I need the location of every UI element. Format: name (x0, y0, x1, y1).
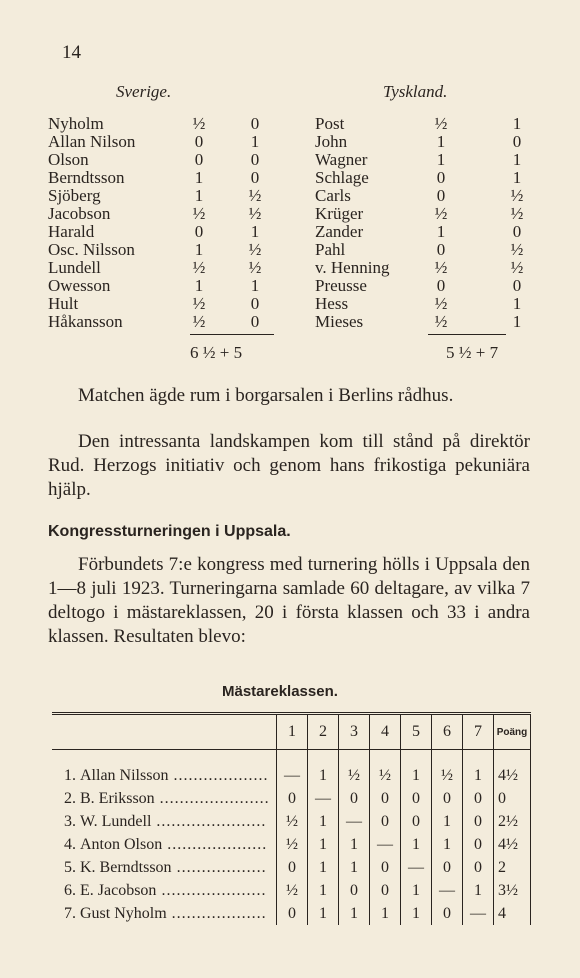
player-sweden: Harald (48, 222, 95, 241)
score-sweden-game1: 0 (194, 222, 204, 241)
score-sweden-game2: 1 (250, 132, 260, 151)
player-germany: Krüger (315, 204, 364, 223)
score-germany-game2: ½ (510, 186, 524, 205)
result-cell: 0 (432, 902, 463, 925)
score-germany-game2: 1 (512, 168, 522, 187)
player-sweden: Lundell (48, 258, 101, 277)
score-germany-game1: ½ (434, 294, 448, 313)
rank: 1. (64, 766, 76, 784)
column-header-1: 1 (277, 714, 308, 750)
score-germany-game1: ½ (434, 204, 448, 223)
column-header-2: 2 (308, 714, 339, 750)
points-cell: 2 (494, 856, 531, 879)
table-row (52, 902, 531, 925)
result-cell: 1 (339, 856, 370, 879)
player-germany: Zander (315, 222, 364, 241)
result-cell: ½ (339, 750, 370, 788)
table-title: Mästareklassen. (222, 683, 338, 700)
result-cell: — (370, 833, 401, 856)
table-row (52, 856, 531, 879)
team-heading-germany: Tyskland. (383, 82, 448, 101)
result-cell: 1 (401, 902, 432, 925)
table-row (52, 787, 531, 810)
player-name: K. Berndtsson (80, 858, 172, 876)
result-cell: 1 (432, 833, 463, 856)
score-sweden-game1: ½ (192, 294, 206, 313)
total-rule-germany (428, 334, 506, 335)
result-cell: 1 (463, 879, 494, 902)
result-cell: 0 (463, 856, 494, 879)
score-germany-game1: 1 (436, 150, 446, 169)
score-germany-game2: ½ (510, 204, 524, 223)
score-germany-game1: 0 (436, 276, 446, 295)
rank: 2. (64, 789, 76, 807)
page-number: 14 (62, 42, 81, 63)
result-cell: 0 (277, 902, 308, 925)
result-cell: 0 (401, 810, 432, 833)
player-name-cell (80, 856, 277, 879)
player-name: W. Lundell (80, 812, 152, 830)
paragraph-venue (48, 384, 530, 408)
dot-leader: ...................... (151, 812, 267, 830)
column-header-6: 6 (432, 714, 463, 750)
score-sweden-game2: 0 (250, 168, 260, 187)
player-germany: Preusse (315, 276, 367, 295)
table-body (52, 750, 531, 926)
points-cell: 3½ (494, 879, 531, 902)
score-germany-game2: 1 (512, 114, 522, 133)
player-sweden: Hult (48, 294, 79, 313)
result-cell: 0 (432, 856, 463, 879)
result-cell: 1 (463, 750, 494, 788)
score-sweden-game1: 0 (194, 132, 204, 151)
points-cell: 4 (494, 902, 531, 925)
score-germany-game1: ½ (434, 258, 448, 277)
dot-leader: .................. (171, 858, 267, 876)
result-cell: ½ (277, 879, 308, 902)
rank: 3. (64, 812, 76, 830)
player-sweden: Allan Nilson (48, 132, 136, 151)
score-sweden-game1: 1 (194, 276, 204, 295)
result-cell: ½ (370, 750, 401, 788)
result-cell: 0 (339, 879, 370, 902)
result-cell: 1 (370, 902, 401, 925)
score-germany-game2: 1 (512, 294, 522, 313)
column-header-7: 7 (463, 714, 494, 750)
result-cell: — (401, 856, 432, 879)
result-cell: 0 (370, 856, 401, 879)
result-cell: 0 (370, 787, 401, 810)
player-sweden: Nyholm (48, 114, 104, 133)
player-germany: Wagner (315, 150, 368, 169)
result-cell: 1 (308, 902, 339, 925)
player-germany: Schlage (315, 168, 369, 187)
score-sweden-game1: ½ (192, 204, 206, 223)
dot-leader: ................... (166, 904, 267, 922)
paragraph-venue-text: Matchen ägde rum i borgarsalen i Berlins rådhus. (78, 385, 454, 406)
result-cell: ½ (277, 833, 308, 856)
score-sweden-game1: ½ (192, 114, 206, 133)
player-sweden: Olson (48, 150, 89, 169)
result-cell: 1 (308, 810, 339, 833)
result-cell: 1 (308, 750, 339, 788)
score-sweden-game2: ½ (248, 258, 262, 277)
results-table (52, 712, 531, 925)
player-sweden: Owesson (48, 276, 111, 295)
player-name-cell (80, 787, 277, 810)
player-germany: Pahl (315, 240, 346, 259)
name-header (80, 714, 277, 750)
score-sweden-game2: 0 (250, 312, 260, 331)
player-name-cell (80, 879, 277, 902)
total-sweden: 6 ½ + 5 (190, 343, 243, 362)
player-name: E. Jacobson (80, 881, 157, 899)
result-cell: 0 (463, 810, 494, 833)
player-germany: Hess (315, 294, 349, 313)
table-row (52, 750, 531, 788)
column-header-5: 5 (401, 714, 432, 750)
result-cell: 0 (432, 787, 463, 810)
score-sweden-game1: 1 (194, 240, 204, 259)
score-sweden-game1: 0 (194, 150, 204, 169)
player-sweden: Håkansson (48, 312, 123, 331)
score-sweden-game2: 1 (250, 276, 260, 295)
total-germany: 5 ½ + 7 (446, 343, 499, 362)
paragraph-sponsor-text: Den intressanta landskampen kom till stånd på direktör Rud. Herzogs initiativ och genom hans frikostiga pekuniära hjälp. (48, 431, 530, 500)
score-germany-game2: 1 (512, 312, 522, 331)
points-cell: 4½ (494, 750, 531, 788)
result-cell: ½ (277, 810, 308, 833)
paragraph-sponsor (48, 430, 530, 502)
table-row (52, 810, 531, 833)
score-germany-game1: 0 (436, 168, 446, 187)
total-rule-sweden (190, 334, 274, 335)
player-sweden: Jacobson (48, 204, 111, 223)
score-germany-game1: 1 (436, 222, 446, 241)
result-cell: 0 (401, 787, 432, 810)
player-germany: John (315, 132, 348, 151)
paragraph-congress-text: Förbundets 7:e kongress med turnering hölls i Uppsala den 1—8 juli 1923. Turneringarna samlade 60 deltagare, av vilka 7 deltogo i mästareklassen, 20 i första klassen och 33 i andra klassen. Resultaten blevo: (48, 554, 530, 647)
section-title: Kongressturneringen i Uppsala. (48, 523, 291, 540)
player-name-cell (80, 810, 277, 833)
result-cell: 1 (339, 902, 370, 925)
player-name: Gust Nyholm (80, 904, 167, 922)
player-name-cell (80, 902, 277, 925)
column-header-4: 4 (370, 714, 401, 750)
score-sweden-game2: ½ (248, 186, 262, 205)
score-sweden-game2: 0 (250, 294, 260, 313)
result-cell: 1 (401, 879, 432, 902)
table-row (52, 879, 531, 902)
rank: 6. (64, 881, 76, 899)
column-header-3: 3 (339, 714, 370, 750)
player-germany: v. Henning (315, 258, 390, 277)
player-germany: Mieses (315, 312, 364, 331)
table-header-row (52, 714, 531, 750)
paragraph-congress (48, 553, 530, 649)
result-cell: ½ (432, 750, 463, 788)
result-cell: 0 (463, 833, 494, 856)
score-sweden-game1: ½ (192, 312, 206, 331)
rank: 4. (64, 835, 76, 853)
score-sweden-game2: 0 (250, 114, 260, 133)
dot-leader: .................... (162, 835, 268, 853)
player-sweden: Osc. Nilsson (48, 240, 135, 259)
score-sweden-game1: 1 (194, 186, 204, 205)
result-cell: — (308, 787, 339, 810)
player-germany: Carls (315, 186, 351, 205)
result-cell: — (463, 902, 494, 925)
score-germany-game2: 1 (512, 150, 522, 169)
result-cell: 0 (370, 810, 401, 833)
result-cell: 1 (308, 856, 339, 879)
rank: 5. (64, 858, 76, 876)
result-cell: 1 (308, 879, 339, 902)
result-cell: — (432, 879, 463, 902)
dot-leader: ..................... (156, 881, 267, 899)
player-name: Allan Nilsson (80, 766, 169, 784)
result-cell: 1 (401, 833, 432, 856)
score-germany-game1: 0 (436, 240, 446, 259)
points-cell: 0 (494, 787, 531, 810)
table-row (52, 833, 531, 856)
result-cell: 0 (370, 879, 401, 902)
score-germany-game2: 0 (512, 276, 522, 295)
points-cell: 2½ (494, 810, 531, 833)
result-cell: — (277, 750, 308, 788)
result-cell: 1 (308, 833, 339, 856)
player-name: Anton Olson (80, 835, 163, 853)
player-sweden: Sjöberg (48, 186, 101, 205)
score-germany-game1: 0 (436, 186, 446, 205)
score-sweden-game2: ½ (248, 240, 262, 259)
points-header: Poäng (494, 714, 531, 750)
score-sweden-game1: ½ (192, 258, 206, 277)
player-sweden: Berndtsson (48, 168, 125, 187)
result-cell: 0 (463, 787, 494, 810)
rank-header (52, 714, 80, 750)
score-germany-game1: ½ (434, 312, 448, 331)
score-germany-game1: 1 (436, 132, 446, 151)
player-name-cell (80, 750, 277, 788)
rank: 7. (64, 904, 76, 922)
result-cell: 1 (339, 833, 370, 856)
score-sweden-game2: ½ (248, 204, 262, 223)
player-name-cell (80, 833, 277, 856)
team-heading-sweden: Sverige. (116, 82, 172, 101)
result-cell: — (339, 810, 370, 833)
dot-leader: ...................... (154, 789, 270, 807)
score-germany-game2: ½ (510, 240, 524, 259)
result-cell: 0 (339, 787, 370, 810)
player-name: B. Eriksson (80, 789, 155, 807)
dot-leader: ................... (168, 766, 269, 784)
result-cell: 1 (432, 810, 463, 833)
score-germany-game2: ½ (510, 258, 524, 277)
score-germany-game2: 0 (512, 132, 522, 151)
result-cell: 1 (401, 750, 432, 788)
points-cell: 4½ (494, 833, 531, 856)
score-sweden-game2: 1 (250, 222, 260, 241)
score-sweden-game2: 0 (250, 150, 260, 169)
player-germany: Post (315, 114, 345, 133)
score-sweden-game1: 1 (194, 168, 204, 187)
result-cell: 0 (277, 856, 308, 879)
score-germany-game1: ½ (434, 114, 448, 133)
result-cell: 0 (277, 787, 308, 810)
score-germany-game2: 0 (512, 222, 522, 241)
